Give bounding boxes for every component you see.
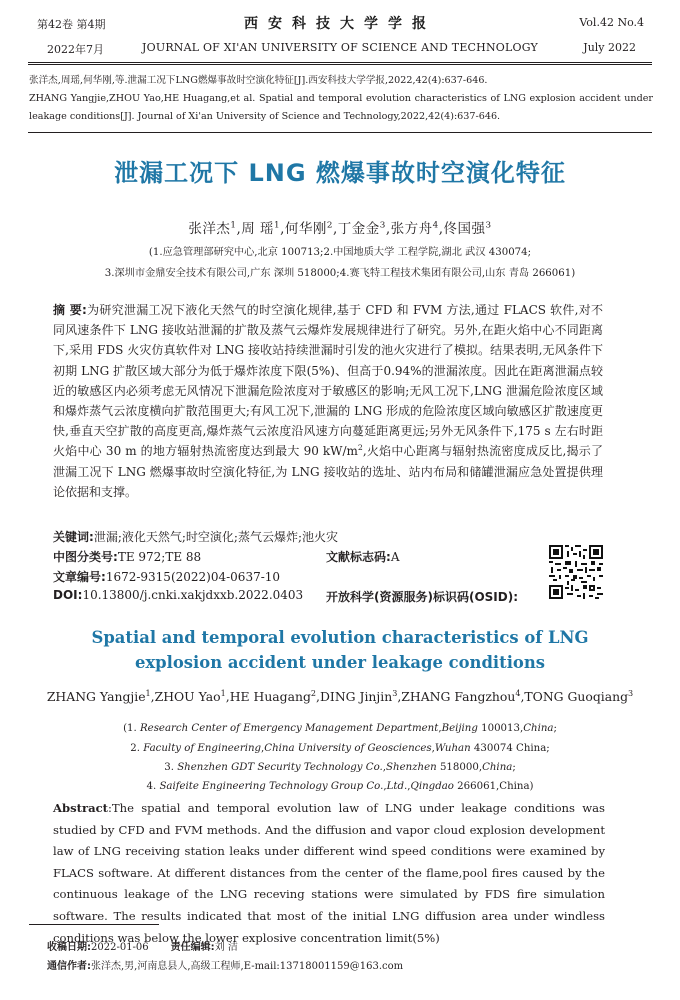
author-affil-sup: 1 (220, 688, 226, 698)
date-en: July 2022 (583, 41, 636, 54)
editor-label: 责任编辑: (170, 942, 215, 953)
affiliation-en-line3 (0, 762, 680, 773)
author-affil-sup: 4 (515, 688, 521, 698)
authors-cn: 张洋杰$^1$,周 瑶$^1$,何华刚$^2$,丁金金$^3$,张方舟$^4$,佟国强$^3$ (188, 220, 492, 237)
affil-end: 266061,China) (453, 781, 534, 792)
author-name: HE Huagang (229, 689, 311, 704)
article-no-label: 文章编号: (53, 570, 106, 584)
author-affil-sup: 4 (432, 220, 439, 231)
volume-issue-cn: 第42卷 第4期 (37, 18, 106, 31)
affil-city: Beijing (441, 723, 478, 734)
affil-sep: , (383, 781, 387, 792)
affil-org2: Ltd. (386, 781, 408, 792)
author-affil-sup: 3 (392, 688, 398, 698)
affil-org2: China University of Geosciences (264, 743, 432, 754)
doi-value[interactable]: 10.13800/j.cnki.xakjdxxb.2022.0403 (82, 588, 304, 602)
osid (326, 588, 518, 605)
footnote-rule (29, 924, 159, 925)
affil-org: Saifeite Engineering Technology Group Co. (159, 781, 384, 792)
citation-en: ZHANG Yangjie,ZHOU Yao,HE Huagang,et al. Spatial and temporal evolution characteristics of LNG explosion accident under leakage conditions[J]. Journal of Xi'an University of Science and Technology,2022,42(4):637-646. (29, 93, 653, 122)
clc-value: TE 972;TE 88 (117, 550, 202, 564)
page-title-en (0, 625, 680, 675)
affil-sep: , (382, 762, 387, 773)
page-title-cn: 泄漏工况下 LNG 燃爆事故时空演化特征 (114, 159, 566, 187)
affil-sep: , (261, 743, 265, 754)
author-name: ZHANG Yangjie (46, 689, 146, 704)
affil-country: China (482, 762, 513, 773)
author-affil-sup: 3 (379, 220, 386, 231)
affil-postcode: 518000, (436, 762, 483, 773)
received-label: 收稿日期: (47, 942, 91, 953)
received-date (47, 938, 238, 953)
doc-code-label: 文献标志码: (326, 550, 391, 564)
abstract-cn-label: 摘 要: (53, 303, 87, 317)
author-name: 周 瑶 (241, 221, 275, 237)
affil-end: ; (553, 723, 557, 734)
author-name: 丁金金 (337, 221, 380, 237)
volume-issue-en: Vol.42 No.4 (579, 16, 644, 29)
editor-value: 刘 洁 (214, 942, 238, 953)
author-affil-sup: 3 (485, 220, 492, 231)
title-en-line2: explosion accident under leakage conditions (134, 653, 546, 672)
affiliation-cn-line2: 3.深圳市金鼎安全技术有限公司,广东 深圳 518000;4.赛飞特工程技术集团有限公司,山东 青岛 266061) (104, 268, 576, 279)
citation-cn: 张洋杰,周瑶,何华刚,等.泄漏工况下LNG燃爆事故时空演化特征[J].西安科技大学学报,2022,42(4):637-646. (29, 75, 488, 86)
affiliation-en-line2 (0, 743, 680, 754)
abstract-en (53, 798, 605, 949)
affil-end: 430074 China; (470, 743, 550, 754)
affil-city: Shenzhen (386, 762, 437, 773)
affiliation-en-line4 (0, 781, 680, 792)
author-name: ZHOU Yao (154, 689, 221, 704)
abstract-en-label: Abstract (53, 801, 109, 815)
affil-sep: , (438, 723, 442, 734)
author-name: 张洋杰 (188, 221, 231, 237)
affil-country: China (523, 723, 554, 734)
affil-org: Faculty of Engineering (143, 743, 262, 754)
document-code (326, 548, 399, 565)
affil-prefix: 2. (130, 743, 144, 754)
keywords-text: 泄漏;液化天然气;时空演化;蒸气云爆炸;池火灾 (93, 530, 338, 544)
affiliation-en-line1 (0, 723, 680, 734)
date-cn: 2022年7月 (47, 43, 104, 56)
corresponding-label: 通信作者: (47, 961, 91, 972)
osid-label: 开放科学(资源服务)标识码(OSID): (326, 590, 519, 604)
osid-qr-code[interactable] (549, 545, 603, 599)
author-name: 佟国强 (443, 221, 486, 237)
affiliation-cn-line1: (1.应急管理部研究中心,北京 100713;2.中国地质大学 工程学院,湖北 武汉 430074; (148, 247, 532, 258)
abstract-cn-text-end: ,火焰中心距离与辐射热流密度成反比,揭示了泄漏工况下 LNG 燃爆事故时空演化特征,为 LNG 接收站的选址、站内布局和储罐泄漏应急处置提供理论依据和支撑。 (53, 444, 603, 499)
doi (53, 588, 303, 602)
author-affil-sup: 2 (326, 220, 333, 231)
corresponding-value: 张洋杰,男,河南息县人,高级工程师,E-mail:13718001159@163.com (91, 961, 404, 972)
author-name: TONG Guoqiang (524, 689, 629, 704)
clc-number (53, 548, 201, 565)
abstract-cn (53, 300, 603, 502)
abstract-cn-sup: 2 (357, 443, 363, 453)
header-rule-thin (28, 64, 652, 65)
citation-rule (28, 132, 652, 133)
author-affil-sup: 1 (145, 688, 151, 698)
affil-prefix: (1. (123, 723, 140, 734)
affil-end: ; (512, 762, 516, 773)
affil-org: Shenzhen GDT Security Technology Co. (177, 762, 383, 773)
affil-city: Qingdao (410, 781, 454, 792)
doi-label: DOI: (53, 588, 83, 602)
received-value: 2022-01-06 (91, 942, 149, 953)
journal-name-en: JOURNAL OF XI'AN UNIVERSITY OF SCIENCE AND TECHNOLOGY (142, 41, 538, 54)
author-name: 何华刚 (284, 221, 327, 237)
author-name: DING Jinjin (320, 689, 393, 704)
affil-postcode: 100013, (477, 723, 524, 734)
keywords (53, 528, 338, 545)
author-affil-sup: 1 (274, 220, 281, 231)
affil-sep: , (431, 743, 435, 754)
author-name: 张方舟 (390, 221, 433, 237)
keywords-label: 关键词: (53, 530, 94, 544)
doc-code-value: A (390, 550, 400, 564)
journal-name-cn: 西安科技大学学报 (244, 16, 436, 32)
authors-en: ZHANG Yangjie$^1$,ZHOU Yao$^1$,HE Huagang$^2$,DING Jinjin$^3$,ZHANG Fangzhou$^4$,TONG Guoqiang$^3$ (46, 688, 634, 704)
affil-city: Wuhan (434, 743, 471, 754)
affil-prefix: 4. (146, 781, 160, 792)
author-name: ZHANG Fangzhou (401, 689, 516, 704)
affil-org: Research Center of Emergency Management Department (140, 723, 439, 734)
title-en-line1: Spatial and temporal evolution characteristics of LNG (91, 628, 589, 647)
article-number (53, 568, 280, 585)
affil-sep: , (407, 781, 411, 792)
abstract-en-text: :The spatial and temporal evolution law of LNG under leakage conditions was studied by CFD and FVM methods. And the diffusion and vapor cloud explosion development law of LNG receiving station leaks under different wind speed conditions were examined by FLACS software. At different distances from the center of the flame,pool fires caused by the continuous leakage of the LNG receving stations were simulated by FDS fire simulation software. The results indicated that most of the initial LNG diffusion area under windless conditions was below the lower explosive concentration limit(5%) (53, 801, 605, 945)
affil-prefix: 3. (164, 762, 178, 773)
abstract-cn-text: 为研究泄漏工况下液化天然气的时空演化规律,基于 CFD 和 FVM 方法,通过 FLACS 软件,对不同风速条件下 LNG 接收站泄漏的扩散及蒸气云爆炸发展规律进行了研究。另外,在距火焰中心不同距离下,采用 FDS 火灾仿真软件对 LNG 接收站持续泄漏时引发的池火灾进行了模拟。结果表明,无风条件下初期 LNG 扩散区域大部分为低于爆炸浓度下限(5%)、但高于0.94%的泄漏浓度。因此在距离泄漏点较近的敏感区内必须考虑无风情况下泄漏危险浓度对于敏感区的影响;无风工况下,LNG 泄漏危险浓度区域和爆炸蒸气云浓度横向扩散范围更大;有风工况下,泄漏的 LNG 形成的危险浓度区域向敏感区扩散速度更快,垂直天空扩散的高度更高,爆炸蒸气云浓度沿风速方向蔓延距离更远;另外无风条件下,175 s 左右时距火焰中心 30 m 的地方辐射热流密度达到最大 90 kW/m (53, 303, 603, 459)
author-affil-sup: 2 (310, 688, 317, 698)
author-affil-sup: 1 (230, 220, 237, 231)
article-no-value: 1672-9315(2022)04-0637-10 (105, 570, 281, 584)
header-rule (28, 62, 652, 63)
author-affil-sup: 3 (628, 688, 634, 698)
clc-label: 中图分类号: (53, 550, 118, 564)
corresponding-author (47, 957, 403, 972)
